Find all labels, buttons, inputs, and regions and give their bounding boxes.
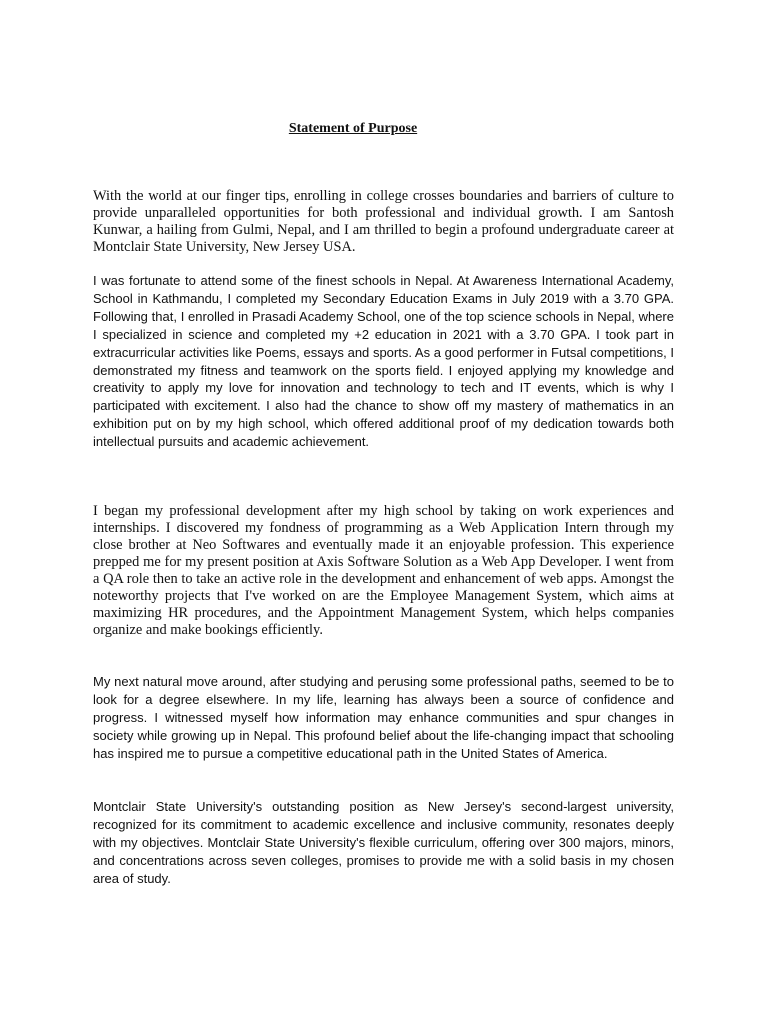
page-title: Statement of Purpose [288, 121, 418, 136]
paragraph-university-choice: Montclair State University's outstanding position as New Jersey's second-largest university, recognized for its commitment to academic excellence and inclusive community, resonates deeply with my objectives. Montclair State University's flexible curriculum, offering over 300 majors, minors, and concentrations across seven colleges, promises to provide me with a solid basis in my chosen area of study. [93, 799, 674, 886]
paragraph-professional-experience: I began my professional development after my high school by taking on work experiences and internships. I discovered my fondness of programming as a Web Application Intern through my close brother at Neo Softwares and eventually made it an enjoyable profession. This experience prepped me for my present position at Axis Software Solution as a Web App Developer. I went from a QA role then to take an active role in the development and enhancement of web apps. Amongst the noteworthy projects that I've worked on are the Employee Management System, which aims at maximizing HR procedures, and the Appointment Management System, which helps companies organize and make bookings efficiently. [93, 503, 674, 638]
paragraph-introduction: With the world at our finger tips, enrolling in college crosses boundaries and barriers of culture to provide unparalleled opportunities for both professional and individual growth. I am Santosh Kunwar, a hailing from Gulmi, Nepal, and I am thrilled to begin a profound undergraduate career at Montclair State University, New Jersey USA. [93, 188, 674, 255]
paragraph-education: I was fortunate to attend some of the finest schools in Nepal. At Awareness International Academy, School in Kathmandu, I completed my Secondary Education Exams in July 2019 with a 3.70 GPA. Following that, I enrolled in Prasadi Academy School, one of the top science schools in Nepal, where I specialized in science and completed my +2 education in 2021 with a 3.70 GPA. I took part in extracurricular activities like Poems, essays and sports. As a good performer in Futsal competitions, I demonstrated my fitness and teamwork on the sports field. I enjoyed applying my knowledge and creativity to apply my love for innovation and technology to tech and IT events, which is why I participated with excitement. I also had the chance to show off my mastery of mathematics in an exhibition put on by my high school, which offered additional proof of my dedication towards both intellectual pursuits and academic achievement. [93, 273, 674, 450]
paragraph-motivation: My next natural move around, after studying and perusing some professional paths, seemed to be to look for a degree elsewhere. In my life, learning has always been a source of confidence and progress. I witnessed myself how information may enhance communities and spur changes in society while growing up in Nepal. This profound belief about the life-changing impact that schooling has inspired me to pursue a competitive educational path in the United States of America. [93, 674, 674, 761]
